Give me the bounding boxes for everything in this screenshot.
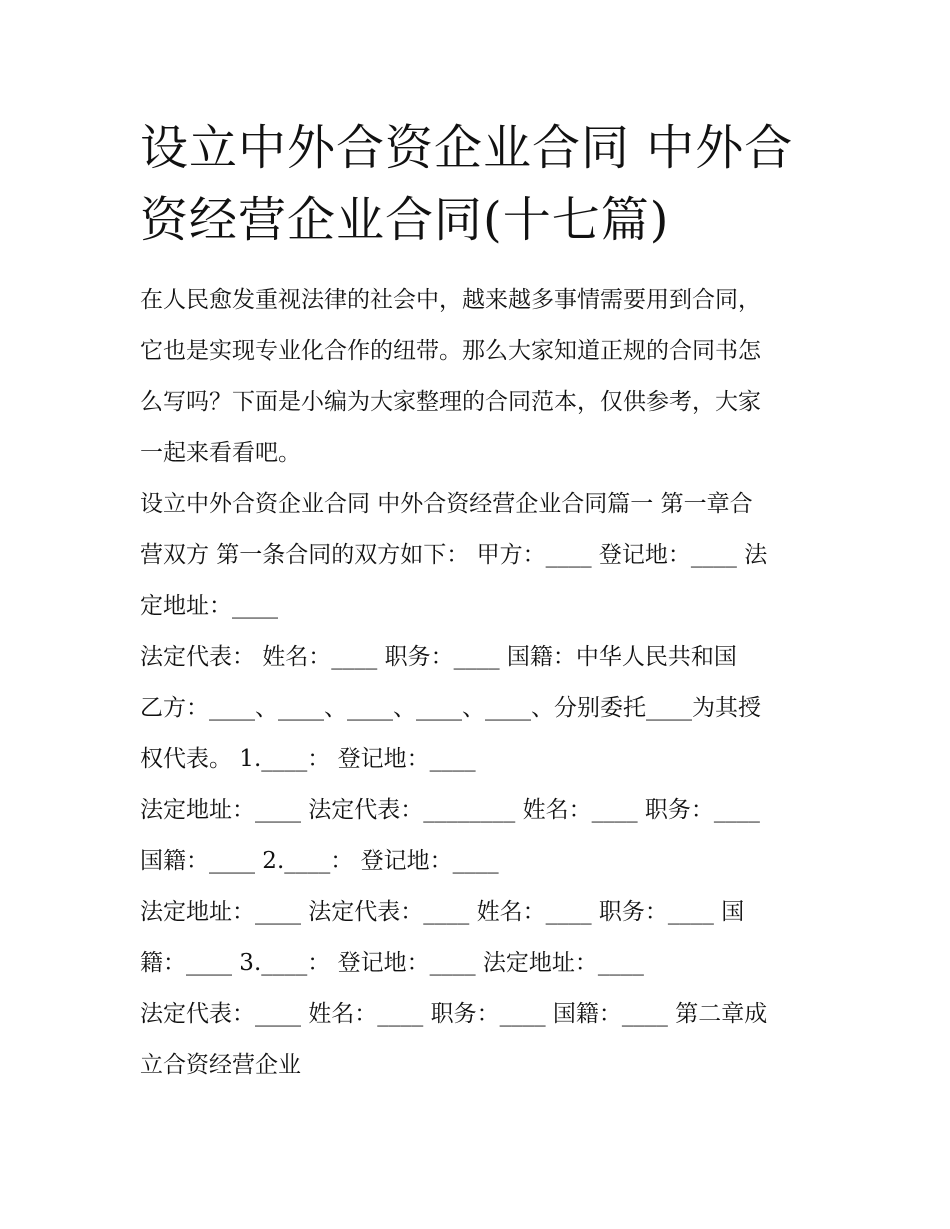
body-line: 法定代表：____ 姓名：____ 职务：____ 国籍：____ 第二章成 bbox=[140, 1001, 768, 1027]
body-line: 法定地址：____ 法定代表：________ 姓名：____ 职务：____ bbox=[140, 797, 760, 823]
body-line: 权代表。 1.____： 登记地：____ bbox=[140, 746, 476, 772]
body-line: 立合资经营企业 bbox=[140, 1052, 301, 1078]
body-line: 一起来看看吧。 bbox=[140, 440, 301, 466]
body-line: 定地址：____ bbox=[140, 593, 278, 619]
body-line: 设立中外合资企业合同 中外合资经营企业合同篇一 第一章合 bbox=[140, 491, 753, 517]
body-line: 它也是实现专业化合作的纽带。那么大家知道正规的合同书怎 bbox=[140, 338, 761, 364]
body-line: 乙方：____、____、____、____、____、分别委托____为其授 bbox=[140, 695, 761, 721]
document-body bbox=[140, 280, 830, 1096]
title-line: 资经营企业合同(十七篇) bbox=[140, 192, 670, 248]
body-line: 籍：____ 3.____： 登记地：____ 法定地址：____ bbox=[140, 950, 644, 976]
body-line: 法定代表： 姓名：____ 职务：____ 国籍：中华人民共和国 bbox=[140, 644, 737, 670]
body-line: 国籍：____ 2.____： 登记地：____ bbox=[140, 848, 499, 874]
body-line: 法定地址：____ 法定代表：____ 姓名：____ 职务：____ 国 bbox=[140, 899, 745, 925]
body-line: 在人民愈发重视法律的社会中，越来越多事情需要用到合同， bbox=[140, 287, 761, 313]
document-title bbox=[140, 112, 820, 256]
body-line: 营双方 第一条合同的双方如下： 甲方：____ 登记地：____ 法 bbox=[140, 542, 768, 568]
title-line: 设立中外合资企业合同 中外合 bbox=[140, 120, 794, 176]
body-line: 么写吗？下面是小编为大家整理的合同范本，仅供参考，大家 bbox=[140, 389, 761, 415]
